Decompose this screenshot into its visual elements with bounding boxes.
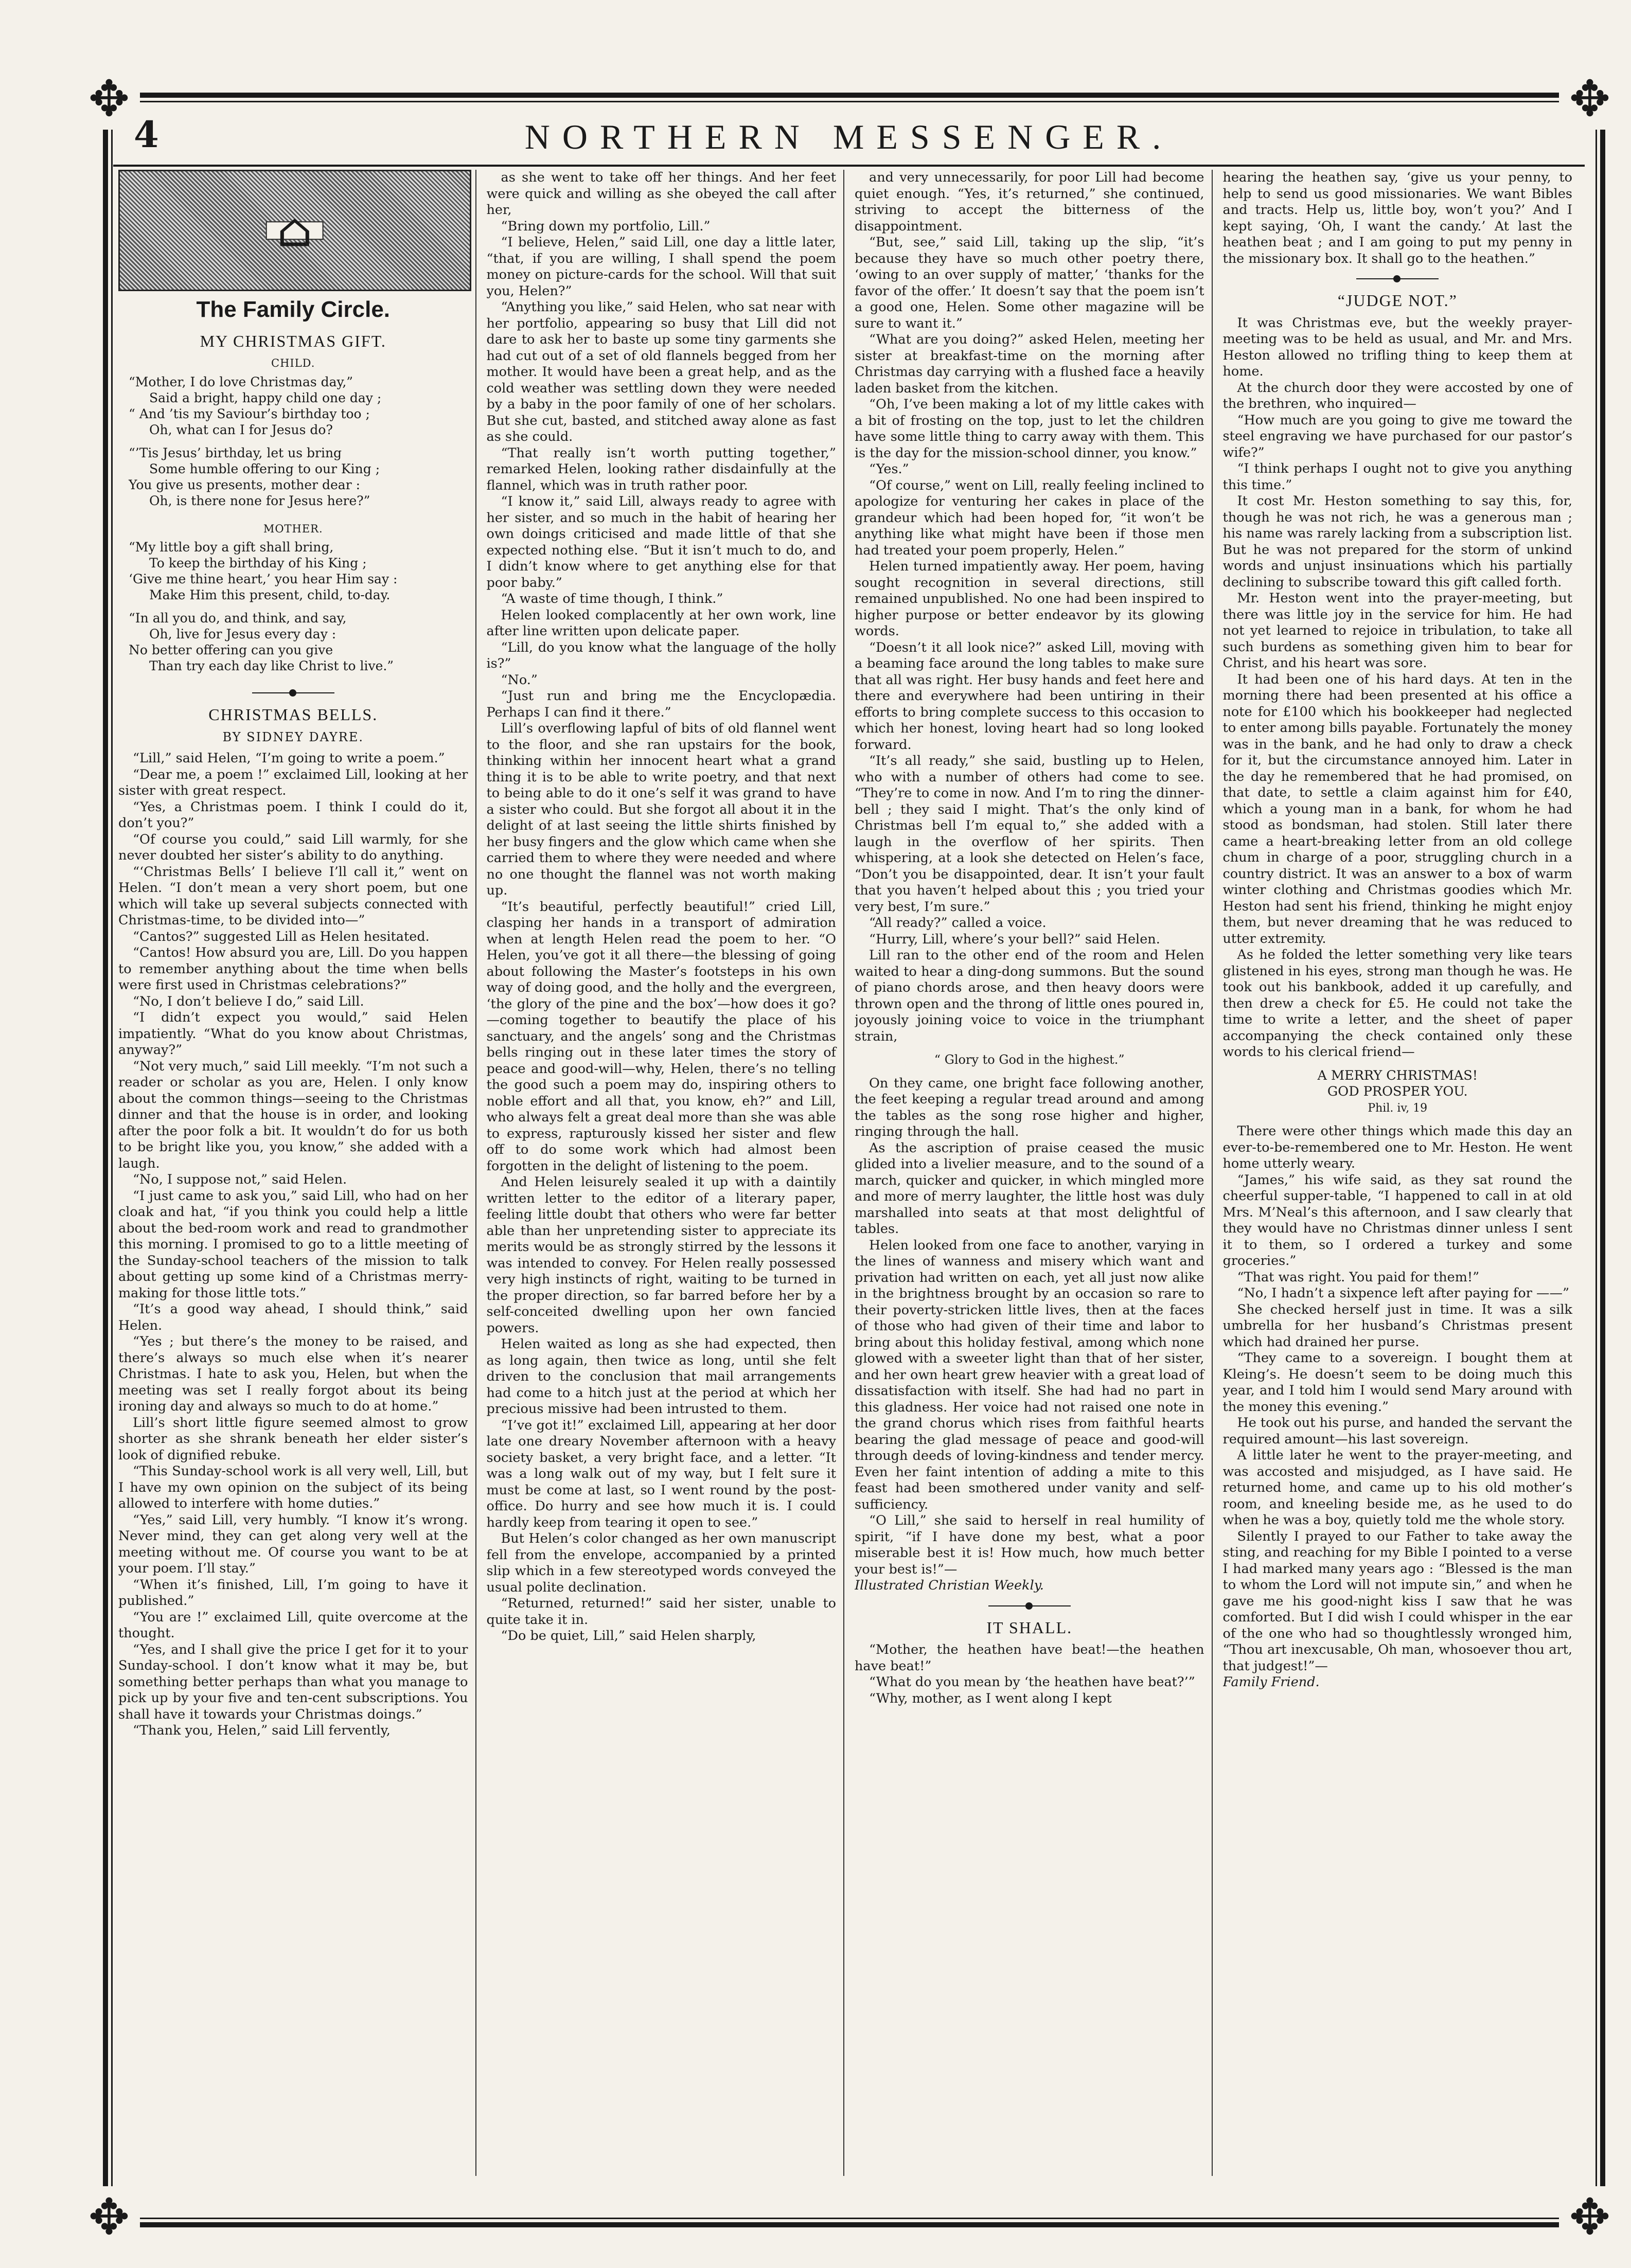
poem-line: No better offering can you give bbox=[129, 642, 333, 657]
poem-speaker: CHILD. bbox=[271, 357, 315, 369]
story-source: Family Friend. bbox=[1222, 1674, 1320, 1690]
paragraph: It cost Mr. Heston something to say this, for, though he was not rich, he was a generous man ; his name was rarely lacking from a subscription list. But he was not prepared for the storm of unkind words and unjust insinuations which his partially declining to subscribe toward this gift called forth. bbox=[1222, 493, 1572, 590]
paragraph: “No, I suppose not,” said Helen. bbox=[133, 1172, 347, 1187]
poem-line: “My little boy a gift shall bring, bbox=[129, 540, 334, 555]
story-body bbox=[855, 170, 1204, 1045]
paragraph: “Lill,” said Helen, “I’m going to write a poem.” bbox=[133, 751, 445, 766]
stanza-gap bbox=[129, 509, 468, 516]
paragraph: “I believe, Helen,” said Lill, one day a little later, “that, if you are willing, I shall spend the poem money on picture-cards for the school. Will that suit you, Helen?” bbox=[486, 235, 836, 299]
paragraph: Lill’s short little figure seemed almost to grow shorter as she shrank beneath her elder sister’s look of dignified rebuke. bbox=[118, 1415, 468, 1463]
paragraph: and very unnecessarily, for poor Lill had become quiet enough. “Yes, it’s returned,” she continued, striving to accept the bitterness of the disappointment. bbox=[855, 170, 1204, 234]
column-2 bbox=[487, 170, 845, 2176]
poem-line: “’Tis Jesus’ birthday, let us bring bbox=[129, 445, 342, 460]
section-divider bbox=[988, 1605, 1071, 1606]
poem-line: ‘Give me thine heart,’ you hear Him say : bbox=[129, 572, 398, 586]
poem-speaker: MOTHER. bbox=[263, 522, 323, 535]
paragraph: as she went to take off her things. And her feet were quick and willing as she obeyed the call after her, bbox=[486, 170, 836, 218]
paragraph: “Yes, and I shall give the price I get for it to your Sunday-school. I don’t know what it may be, but something better perhaps than what you manage to pick up by your five and ten-cent subscriptions. You shall have it towards your Christmas doings.” bbox=[118, 1641, 468, 1722]
section-title: The Family Circle. bbox=[196, 297, 391, 322]
story-title: IT SHALL. bbox=[986, 1618, 1073, 1637]
paragraph: “Do be quiet, Lill,” said Helen sharply, bbox=[501, 1628, 756, 1644]
story-body bbox=[1223, 170, 1573, 267]
poem-line: Oh, what can I for Jesus do? bbox=[149, 422, 333, 437]
story-title: CHRISTMAS BELLS. bbox=[208, 705, 378, 724]
corner-ornament-icon: ✥ bbox=[78, 68, 140, 130]
stanza-gap bbox=[129, 674, 468, 681]
paragraph: “But, see,” said Lill, taking up the slip, “it’s because they have so much other poetry there, ‘owing to an over supply of matter,’ ‘thanks for the favor of the offer.’ It doesn’t say that the poem isn’t a good one, Helen. Some other magazine will be sure to want it.” bbox=[855, 235, 1204, 331]
paragraph: “Mother, the heathen have beat!—the heathen have beat!” bbox=[855, 1642, 1204, 1674]
paragraph: Lill ran to the other end of the room and Helen waited to hear a ding-dong summons. But the sound of piano chords arose, and then heavy doors were thrown open and the throng of little ones poured in, joyously joining voice to voice in the triumphant strain, bbox=[855, 948, 1204, 1044]
paragraph: “No.” bbox=[501, 672, 538, 688]
paragraph: Helen looked from one face to another, varying in the lines of wanness and misery which want and privation had written on each, yet all just now alike in the brightness brought by an occasion so rare to their poverty-stricken little lives, then at the faces of those who had given of their time and labor to bring about this holiday festival, among which none glowed with a sweeter light than that of her sister, and her own heart grew heavier with a great load of dissatisfaction with itself. She had had no part in this gladness. Her voice had not raised one note in the grand chorus which rises from faithful hearts bearing the glad message of peace and good-will through deeds of loving-kindness and tender mercy. Even her faint intention of adding a mite to this feast had been smothered under vanity and self-sufficiency. bbox=[855, 1237, 1204, 1512]
poem-stanza bbox=[118, 374, 468, 445]
paragraph: “They came to a sovereign. I bought them at Kleing’s. He doesn’t seem to be doing much this year, and I told him I would send Mary around with the money this evening.” bbox=[1222, 1350, 1572, 1415]
paragraph: “I didn’t expect you would,” said Helen impatiently. “What do you know about Christmas, anyway?” bbox=[118, 1010, 468, 1058]
paragraph: Helen turned impatiently away. Her poem, having sought recognition in several directions, still remained unpublished. No one had been inspired to higher purpose or better endeavor by its glowing words. bbox=[855, 559, 1204, 639]
corner-ornament-icon: ✥ bbox=[78, 2186, 140, 2248]
paragraph: Helen waited as long as she had expected, then as long again, then twice as long, until she felt driven to the conclusion that mail arrangements had come to a hitch just at the period at which her precious missive had been intrusted to them. bbox=[486, 1336, 836, 1417]
paragraph: “Returned, returned!” said her sister, unable to quite take it in. bbox=[486, 1596, 836, 1628]
paragraph: “Thank you, Helen,” said Lill fervently, bbox=[133, 1723, 391, 1738]
story-byline: BY SIDNEY DAYRE. bbox=[222, 729, 364, 744]
poem-line: Oh, live for Jesus every day : bbox=[149, 627, 336, 641]
paragraph: “I just came to ask you,” said Lill, who had on her cloak and hat, “if you think you could help a little about the bed-room work and read to grandmother this morning. I promised to go to a little meeting of the Sunday-school teachers of the mission to talk about getting up some kind of a Christmas merry-making for those little tots.” bbox=[118, 1188, 468, 1301]
paragraph: As the ascription of praise ceased the music glided into a livelier measure, and to the sound of a march, quicker and quicker, in which mingled more and more of merry laughter, the little host was duly marshalled into seats at that most delightful of tables. bbox=[855, 1140, 1204, 1237]
paragraph: “How much are you going to give me toward the steel engraving we have purchased for our pastor’s wife?” bbox=[1222, 412, 1572, 460]
page-header bbox=[113, 111, 1585, 167]
paragraph: “Just run and bring me the Encyclopædia. Perhaps I can find it there.” bbox=[486, 688, 836, 720]
poem-line: “Mother, I do love Christmas day,” bbox=[129, 374, 353, 389]
masthead: NORTHERN MESSENGER. bbox=[524, 117, 1174, 156]
story-title: “JUDGE NOT.” bbox=[1337, 291, 1458, 310]
poem-line: Make Him this present, child, to-day. bbox=[149, 587, 391, 602]
story-body bbox=[855, 1642, 1204, 1707]
column-1 bbox=[118, 170, 476, 2176]
poem-line: “In all you do, and think, and say, bbox=[129, 611, 347, 626]
paragraph: “A waste of time though, I think.” bbox=[501, 591, 723, 606]
paragraph: “Yes,” said Lill, very humbly. “I know it’s wrong. Never mind, they can get along very well at the meeting without me. Of course you want to be at your poem. I’ll stay.” bbox=[118, 1512, 468, 1576]
paragraph: But Helen’s color changed as her own manuscript fell from the envelope, accompanied by a printed slip which in a few stereotyped words conveyed the usual polite declination. bbox=[486, 1531, 836, 1595]
page-number: 4 bbox=[134, 113, 159, 156]
paragraph: “Yes, a Christmas poem. I think I could do it, don’t you?” bbox=[118, 799, 468, 831]
story-body bbox=[487, 170, 837, 1645]
paragraph: “Bring down my portfolio, Lill.” bbox=[501, 218, 711, 234]
paragraph: “Yes ; but there’s the money to be raised, and there’s always so much else when it’s nearer Christmas. I hate to ask you, Helen, but when the meeting was set I really forgot about its being ironing day and always so much to do at home.” bbox=[118, 1334, 468, 1414]
paragraph: “This Sunday-school work is all very well, Lill, but I have my own opinion on the subject of its being allowed to interfere with home duties.” bbox=[118, 1463, 468, 1511]
column-3 bbox=[855, 170, 1213, 2176]
paragraph: “Hurry, Lill, where’s your bell?” said Helen. bbox=[869, 931, 1160, 947]
story-body bbox=[1223, 1123, 1573, 1674]
paragraph: A little later he went to the prayer-meeting, and was accosted and misjudged, as I have said. He returned home, and came up to his old mother’s room, and kneeling beside me, as he used to do when he was a boy, quietly told me the whole story. bbox=[1222, 1448, 1572, 1528]
column-4 bbox=[1223, 170, 1580, 2176]
poem-line: You give us presents, mother dear : bbox=[129, 477, 361, 492]
poem-line: To keep the birthday of his King ; bbox=[149, 556, 367, 570]
poem-line: Some humble offering to our King ; bbox=[149, 461, 380, 476]
paragraph: “Yes.” bbox=[869, 461, 909, 477]
paragraph: “No, I hadn’t a sixpence left after paying for ——” bbox=[1237, 1285, 1570, 1301]
paragraph: “Doesn’t it all look nice?” asked Lill, moving with a beaming face around the long tables to make sure that all was right. Her busy hands and feet here and there and everywhere had been untiring in their efforts to bring complete success to this occasion to which her honest, loving heart had so long looked forward. bbox=[855, 639, 1204, 753]
greeting-line: A MERRY CHRISTMAS! bbox=[1317, 1067, 1478, 1083]
corner-ornament-icon: ✥ bbox=[1559, 68, 1621, 130]
paragraph: Lill’s overflowing lapful of bits of old flannel went to the floor, and she ran upstairs for the book, thinking within her innocent heart what a grand thing it is to be able to write poetry, and that next to being able to do it one’s self it was grand to have a sister who could. But she forgot all about it in the delight of at last seeing the little shirts finished by her busy fingers and the glow which came when she carried them to where they were needed and where no one thought the flannel was not worth making up. bbox=[486, 721, 836, 898]
paragraph: “Of course you could,” said Lill warmly, for she never doubted her sister’s ability to do anything. bbox=[118, 831, 468, 863]
paragraph: “What are you doing?” asked Helen, meeting her sister at breakfast-time on the morning after Christmas day carrying with a flushed face a heavily laden basket from the kitchen. bbox=[855, 332, 1204, 396]
paragraph: “That was right. You paid for them!” bbox=[1237, 1269, 1480, 1285]
paragraph: As he folded the letter something very like tears glistened in his eyes, strong man though he was. He took out his bankbook, added it up carefully, and then drew a check for £5. He could not take the time to write a letter, and the sheet of paper accompanying the check contained only these words to his clerical friend— bbox=[1222, 947, 1572, 1060]
paragraph: “What do you mean by ‘the heathen have beat?’” bbox=[869, 1674, 1195, 1690]
poem-stanza bbox=[118, 610, 468, 681]
story-body bbox=[118, 751, 468, 1739]
paragraph: “Dear me, a poem !” exclaimed Lill, looking at her sister with great respect. bbox=[118, 766, 468, 798]
paragraph: “Cantos! How absurd you are, Lill. Do you happen to remember anything about the time when bells were first used in Christmas celebrations?” bbox=[118, 945, 468, 993]
poem-line: “ And ’tis my Saviour’s birthday too ; bbox=[129, 406, 370, 421]
article-columns bbox=[118, 170, 1580, 2176]
poem-line: Oh, is there none for Jesus here?” bbox=[149, 493, 370, 508]
section-divider bbox=[1356, 278, 1439, 279]
paragraph: “You are !” exclaimed Lill, quite overcome at the thought. bbox=[118, 1609, 468, 1641]
paragraph: “Of course,” went on Lill, really feeling inclined to apologize for venturing her cakes in place of the grandeur which had been hoped for, “it won’t be anything like what might have been if those men had treated your poem properly, Helen.” bbox=[855, 477, 1204, 558]
paragraph: Mr. Heston went into the prayer-meeting, but there was little joy in the service for him. He had not yet learned to rejoice in tribulation, to take all such burdens as something given him to bear for Christ, and his heart was sore. bbox=[1222, 591, 1572, 671]
paragraph: She checked herself just in time. It was a silk umbrella for her husband’s Christmas present which had drained her purse. bbox=[1222, 1301, 1572, 1350]
paragraph: “When it’s finished, Lill, I’m going to have it published.” bbox=[118, 1577, 468, 1609]
paragraph: It was Christmas eve, but the weekly prayer-meeting was to be held as usual, and Mr. and Mrs. Heston allowed no trifling thing to keep them at home. bbox=[1222, 315, 1572, 379]
paragraph: “Cantos?” suggested Lill as Helen hesitated. bbox=[133, 928, 430, 944]
story-body bbox=[1223, 315, 1573, 1061]
family-scene-icon: ⌂ bbox=[265, 221, 324, 240]
paragraph: It had been one of his hard days. At ten in the morning there had been presented at his office a note for £100 which his bookkeeper had neglected to enter among bills payable. Fortunately the money was in the bank, and he had only to draw a check for it, but the circumstance annoyed him. Later in the day he remembered that he had promised, on that date, to settle a claim against him for £40, which a young man in a bank, for whom he had stood as bondsman, had stolen. Still later there came a heart-breaking letter from an old college chum in charge of a poor, struggling church in a country district. It was an answer to a box of warm winter clothing and Christmas goodies which Mr. Heston had sent his friend, thinking he might enjoy them, but never dreaming that he was reduced to utter extremity. bbox=[1222, 671, 1572, 947]
paragraph: “Why, mother, as I went along I kept bbox=[869, 1690, 1112, 1706]
paragraph: “It’s a good way ahead, I should think,” said Helen. bbox=[118, 1301, 468, 1333]
paragraph: Helen looked complacently at her own work, line after line written upon delicate paper. bbox=[486, 607, 836, 639]
story-body bbox=[855, 1076, 1204, 1578]
paragraph: “It’s all ready,” she said, bustling up to Helen, who with a number of others had come to see. “They’re to come in now. And I’m to ring the dinner-bell ; they said I might. That’s the only kind of Christmas bell I’m equal to,” she added with a laugh in the overflow of her spirits. Then whispering, at a look she detected on Helen’s face, “Don’t you be disappointed, dear. It isn’t your fault that you haven’t helped about this ; you tried your very best, I’m sure.” bbox=[855, 753, 1204, 915]
poem-stanza bbox=[118, 445, 468, 516]
scripture-reference: Phil. iv, 19 bbox=[1368, 1101, 1428, 1115]
paragraph: “Oh, I’ve been making a lot of my little cakes with a bit of frosting on the top, just to let the children have some little thing to carry away with them. This is the day for the mission-school dinner, you know.” bbox=[855, 397, 1204, 461]
paragraph: He took out his purse, and handed the servant the required amount—his last sovereign. bbox=[1222, 1415, 1572, 1447]
paragraph: “Lill, do you know what the language of the holly is?” bbox=[486, 639, 836, 671]
family-circle-engraving bbox=[118, 170, 471, 291]
poem-line: Than try each day like Christ to live.” bbox=[149, 658, 394, 673]
paragraph: “O Lill,” she said to herself in real humility of spirit, “if I have done my best, what a poor miserable best it is! How much, how much better your best is!”— bbox=[855, 1513, 1204, 1577]
paragraph: On they came, one bright face following another, the feet keeping a regular tread around and among the tables as the song rose higher and higher, ringing through the hall. bbox=[855, 1075, 1204, 1139]
paragraph: “James,” his wife said, as they sat round the cheerful supper-table, “I happened to call in at old Mrs. M’Neal’s this afternoon, and I saw clearly that they would have no Christmas dinner unless I sent it to them, so I ordered a turkey and some groceries.” bbox=[1222, 1172, 1572, 1269]
corner-ornament-icon: ✥ bbox=[1559, 2186, 1621, 2248]
section-divider bbox=[252, 692, 334, 693]
paragraph: “No, I don’t believe I do,” said Lill. bbox=[133, 993, 364, 1009]
paragraph: “All ready?” called a voice. bbox=[869, 915, 1047, 931]
paragraph: “Anything you like,” said Helen, who sat near with her portfolio, appearing so busy that Lill did not dare to ask her to baste up some tiny garments she had cut out of a set of old flannels begged from her mother. It would have been a great help, and as the cold weather was settling down they were needed by a baby in the poor family of one of her scholars. But she cut, basted, and stitched away alone as fast as she could. bbox=[486, 299, 836, 444]
paragraph: “It’s beautiful, perfectly beautiful!” cried Lill, clasping her hands in a transport of admiration when at length Helen read the poem to her. “O Helen, you’ve got it all there—the blessing of going about following the Master’s footsteps in his own way of doing good, and the holly and the evergreen, ‘the glory of the pine and the box’—how does it go?—coming together to beautify the place of his sanctuary, and the angels’ song and the Christmas bells ringing out in these later times the story of peace and good-will—why, Helen, there’s no telling the good such a poem may do, inspiring others to noble effort and all that, you know, eh?” and Lill, who always felt a great deal more than she was able to express, rapturously kissed her sister and flew off to do some work which had almost been forgotten in the delight of listening to the poem. bbox=[486, 899, 836, 1174]
paragraph: hearing the heathen say, ‘give us your penny, to help to send us good missionaries. We want Bibles and tracts. Help us, little boy, won’t you?’ And I kept saying, ‘Oh, I want the candy.’ At last the heathen beat ; and I am going to put my penny in the missionary box. It shall go to the heathen.” bbox=[1222, 170, 1572, 266]
poem-title: MY CHRISTMAS GIFT. bbox=[200, 331, 386, 350]
stanza-gap bbox=[129, 603, 468, 610]
paragraph: At the church door they were accosted by one of the brethren, who inquired— bbox=[1222, 380, 1572, 412]
paragraph: “That really isn’t worth putting together,” remarked Helen, looking rather disdainfully at the flannel, which was in truth rather poor. bbox=[486, 445, 836, 493]
poem-stanza bbox=[118, 539, 468, 610]
hymn-quote: “ Glory to God in the highest.” bbox=[934, 1052, 1125, 1067]
paragraph: There were other things which made this day an ever-to-be-remembered one to Mr. Heston. He went home utterly weary. bbox=[1222, 1123, 1572, 1171]
paragraph: “Not very much,” said Lill meekly. “I’m not such a reader or scholar as you are, Helen. I only know about the common things—seeing to the Christmas dinner and that the house is in order, and looking after the poor folk a bit. It wouldn’t do for us both to be bright like you, you know,” she added with a laugh. bbox=[118, 1058, 468, 1171]
paragraph: “I’ve got it!” exclaimed Lill, appearing at her door late one dreary November afternoon with a heavy society basket, a very bright face, and a letter. “It was a long walk out of my way, but I felt sure it must be come at last, so I went round by the post-office. Do hurry and see how much it is. I could hardly keep from tearing it open to see.” bbox=[486, 1417, 836, 1530]
story-source: Illustrated Christian Weekly. bbox=[855, 1578, 1044, 1593]
greeting-line: GOD PROSPER YOU. bbox=[1327, 1084, 1468, 1099]
poem-line: Said a bright, happy child one day ; bbox=[149, 390, 382, 405]
paragraph: “I know it,” said Lill, always ready to agree with her sister, and so much in the habit of hearing her own doings criticised and made little of that she expected nothing else. “But it isn’t much to do, and I didn’t know where to get anything else for that poor baby.” bbox=[486, 494, 836, 591]
paragraph: “‘Christmas Bells’ I believe I’ll call it,” went on Helen. “I don’t mean a very short poem, but one which will take up several subjects connected with Christmas-time, to be divided into—” bbox=[118, 864, 468, 928]
stanza-gap bbox=[129, 438, 468, 445]
paragraph: And Helen leisurely sealed it up with a daintily written letter to the editor of a literary paper, feeling little doubt that others who were far better able than her unpretending sister to appreciate its merits would be as strongly stirred by the lessons it was intended to convey. For Helen really possessed very high instincts of right, waiting to be turned in the proper direction, so far barred before her by a self-conceited dwelling upon her own fancied powers. bbox=[486, 1174, 836, 1336]
paragraph: Silently I prayed to our Father to take away the sting, and reaching for my Bible I pointed to a verse I had marked many years ago : “Blessed is the man to whom the Lord will not impute sin,” and when he gave me his good-night kiss I saw that he was comforted. But I did wish I could whisper in the ear of the one who had so thoughtlessly wronged him, “Thou art inexcusable, Oh man, whosoever thou art, that judgest!”— bbox=[1222, 1528, 1572, 1674]
paragraph: “I think perhaps I ought not to give you anything this time.” bbox=[1222, 461, 1572, 493]
